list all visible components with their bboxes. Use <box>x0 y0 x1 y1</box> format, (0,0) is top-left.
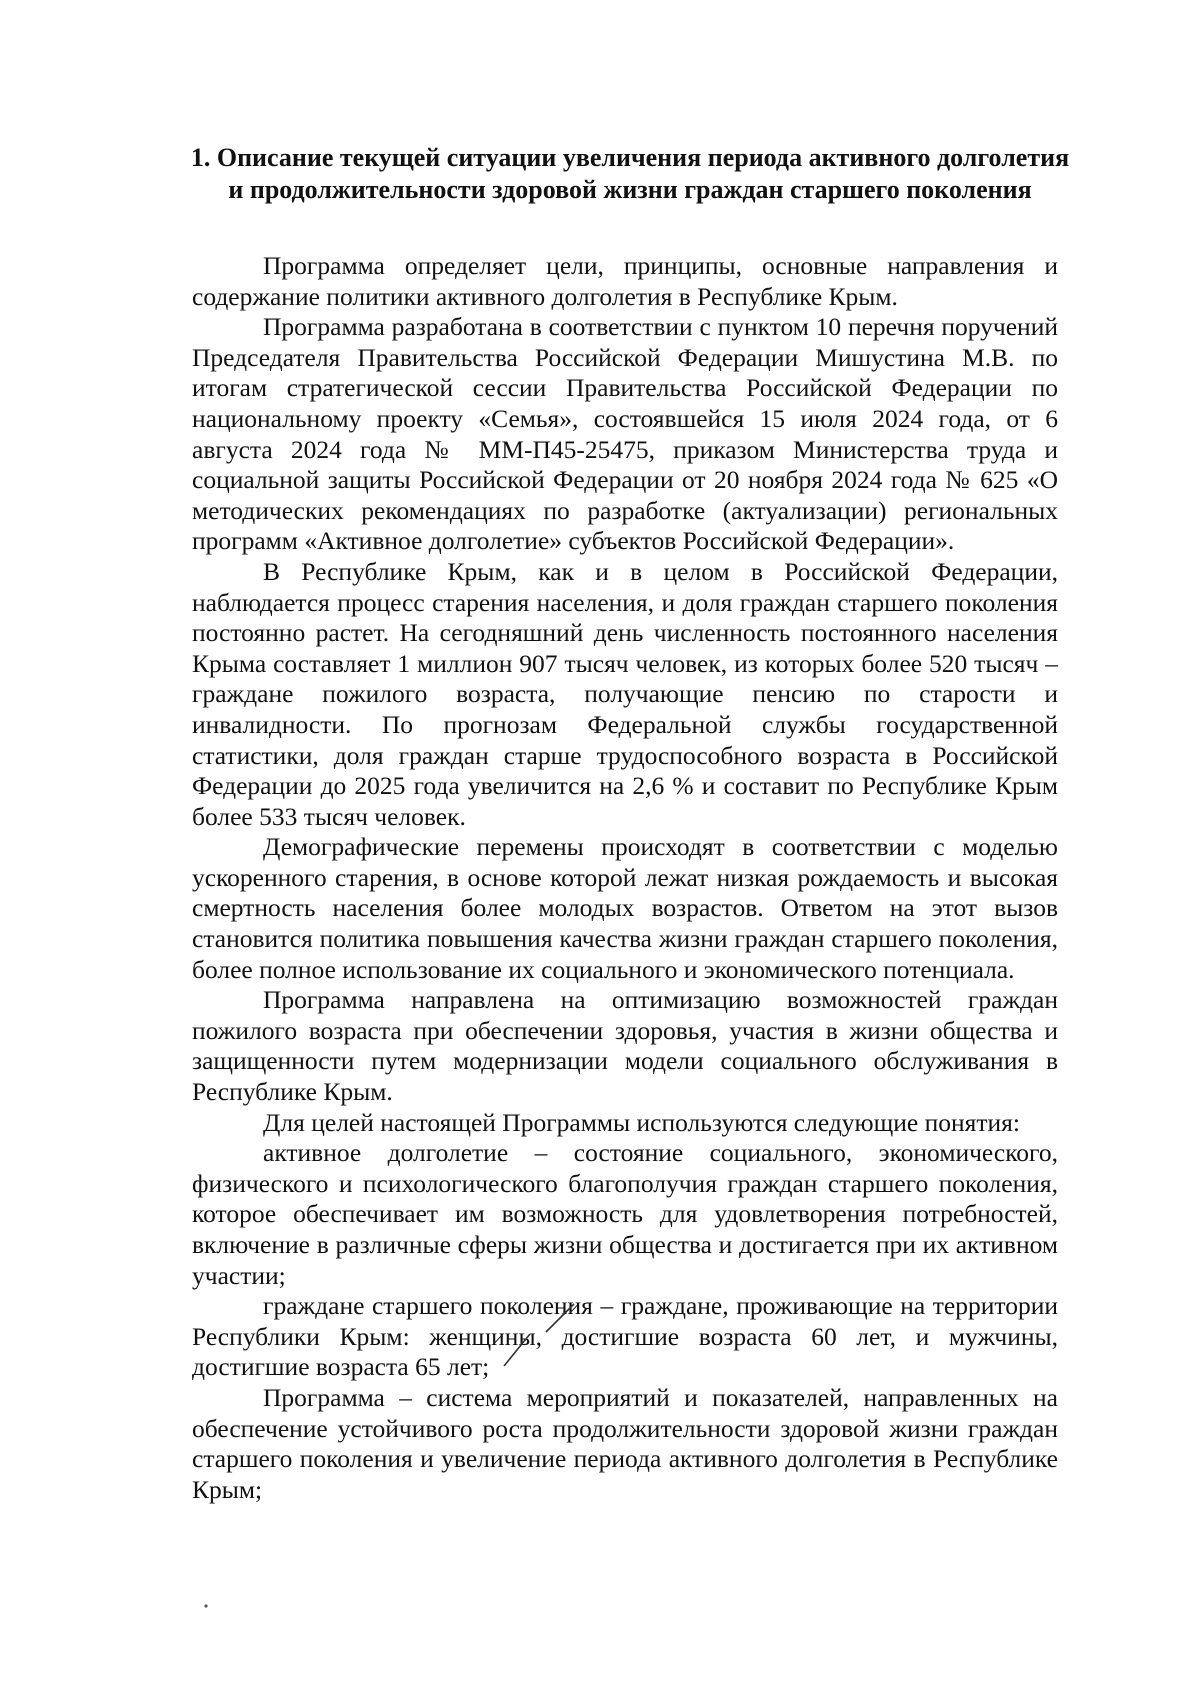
definition-senior-citizens: граждане старшего поколения – граждане, проживающие на территории Республики Крым: женщины, достигшие возраста 60 лет, и мужчины, достигшие возраста 65 лет; <box>192 1291 1058 1382</box>
paragraph-program-scope: Программа определяет цели, принципы, основные направления и содержание политики активного долголетия в Республике Крым. <box>192 251 1058 311</box>
paragraph-program-direction: Программа направлена на оптимизацию возможностей граждан пожилого возраста при обеспечении здоровья, участия в жизни общества и защищенности путем модернизации модели социального обслуживания в Республике Крым. <box>192 985 1058 1107</box>
paragraph-definitions-intro: Для целей настоящей Программы используются следующие понятия: <box>263 1107 1020 1137</box>
paragraph-program-basis: Программа разработана в соответствии с пунктом 10 перечня поручений Председателя Правительства Российской Федерации Мишустина М.В. по итогам стратегической сессии Правительства Российской Федерации по национальному проекту «Семья», состоявшейся 15 июля 2024 года, от 6 августа 2024 года № ММ-П45-25475, приказом Министерства труда и социальной защиты Российской Федерации от 20 ноября 2024 года № 625 «О методических рекомендациях по разработке (актуализации) региональных программ «Активное долголетие» субъектов Российской Федерации». <box>192 312 1058 556</box>
pen-mark-scan-artifact <box>540 1298 580 1338</box>
paragraph-demographic-change: Демографические перемены происходят в соответствии с моделью ускоренного старения, в основе которой лежат низкая рождаемость и высокая смертность населения более молодых возрастов. Ответом на этот вызов становится политика повышения качества жизни граждан старшего поколения, более полное использование их социального и экономического потенциала. <box>192 832 1058 984</box>
document-body <box>192 251 1058 1505</box>
section-title: 1. Описание текущей ситуации увеличения периода активного долголетия и продолжительности здоровой жизни граждан старшего поколения <box>190 143 1070 204</box>
definition-active-longevity: активное долголетие – состояние социального, экономического, физического и психологического благополучия граждан старшего поколения, которое обеспечивает им возможность для удовлетворения потребностей, включение в различные сферы жизни общества и достигается при их активном участии; <box>192 1138 1058 1290</box>
definition-program: Программа – система мероприятий и показателей, направленных на обеспечение устойчивого роста продолжительности здоровой жизни граждан старшего поколения и увеличение периода активного долголетия в Республике Крым; <box>192 1382 1058 1504</box>
pen-mark-scan-artifact-2 <box>496 1330 536 1370</box>
paragraph-aging-population: В Республике Крым, как и в целом в Российской Федерации, наблюдается процесс старения населения, и доля граждан старшего поколения постоянно растет. На сегодняшний день численность постоянного населения Крыма составляет 1 миллион 907 тысяч человек, из которых более 520 тысяч – граждане пожилого возраста, получающие пенсию по старости и инвалидности. По прогнозам Федеральной службы государственной статистики, доля граждан старше трудоспособного возраста в Российской Федерации до 2025 года увеличится на 2,6 % и составит по Республике Крым более 533 тысяч человек. <box>192 556 1058 831</box>
dot-scan-artifact <box>202 1602 210 1610</box>
